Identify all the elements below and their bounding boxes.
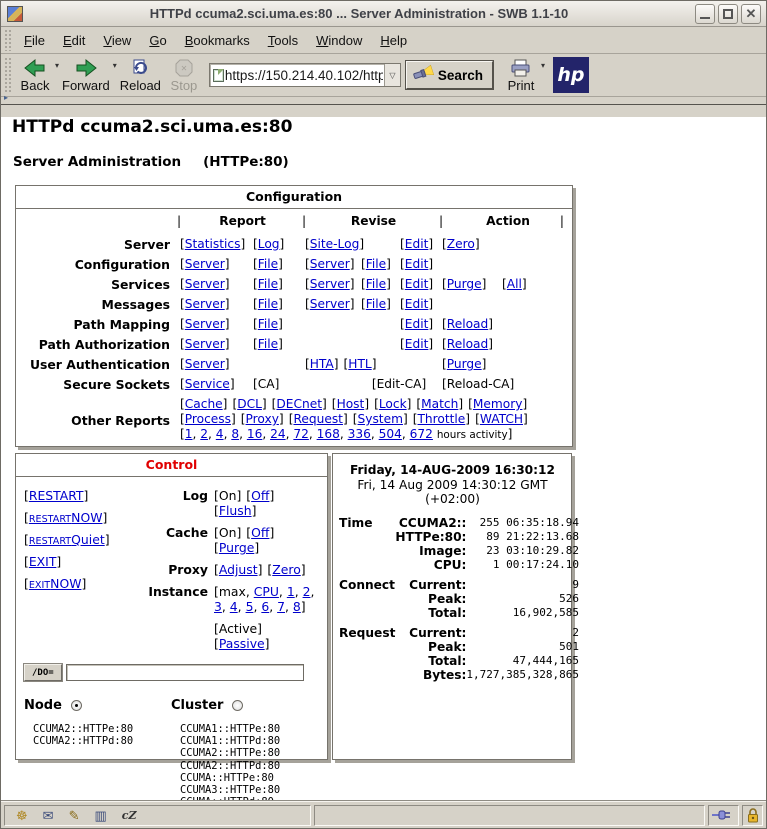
link-server[interactable]: Server [309, 257, 350, 271]
reload-icon [130, 58, 150, 78]
row-label-path-mapping: Path Mapping [73, 317, 170, 332]
back-label: Back [20, 77, 50, 93]
status-row-request-total: Total: 47,444,165 [428, 654, 580, 668]
plug-icon [712, 809, 736, 821]
cluster-list-item: CCUMA1::HTTPe:80 [180, 723, 281, 735]
url-dropdown-button[interactable]: ▽ [384, 64, 400, 86]
configuration-panel [15, 185, 573, 447]
link-instance-3[interactable]: 3 [214, 599, 222, 614]
link-instance-7[interactable]: 7 [277, 599, 286, 614]
control-command-restart: [RESTART] [24, 488, 89, 503]
link-statistics[interactable]: Statistics [184, 237, 241, 251]
column-header-report: | Report [177, 214, 266, 228]
row-label-services: Services [111, 277, 170, 292]
print-label: Print [507, 77, 535, 93]
print-button[interactable] [501, 57, 541, 94]
subtitle-text: Server Administration [13, 154, 182, 170]
link-log[interactable]: Log [257, 237, 280, 251]
back-dropdown-caret[interactable]: ▾ [55, 61, 60, 70]
link-file[interactable]: File [257, 257, 279, 271]
link-reload[interactable]: Reload [446, 337, 489, 351]
menu-file[interactable]: File [24, 32, 45, 48]
link-flush[interactable]: Flush [218, 503, 252, 518]
node-radio[interactable] [71, 700, 82, 711]
link-server[interactable]: Server [309, 297, 350, 311]
link-edit[interactable]: Edit [404, 297, 429, 311]
control-command-restartnow: [RESTARTNOW] [24, 510, 108, 525]
link-server[interactable]: Server [309, 277, 350, 291]
server-statistics-table [339, 516, 579, 682]
page-proxy-icon[interactable] [213, 69, 224, 82]
search-button[interactable] [406, 61, 493, 89]
menu-help[interactable]: Help [380, 32, 408, 48]
status-message-area [314, 805, 705, 826]
link-dcl[interactable]: DCL [237, 397, 262, 411]
row-label-other-reports: Other Reports [71, 413, 170, 428]
control-setting-proxy: Proxy [Adjust] [Zero] [168, 562, 306, 577]
config-header-row [16, 212, 574, 235]
menubar-grippy[interactable] [4, 29, 11, 51]
link-file[interactable]: File [365, 297, 387, 311]
link-restartnow[interactable]: RESTARTNOW [28, 510, 103, 525]
link-reload[interactable]: Reload [446, 317, 489, 331]
link-instance-1[interactable]: 1 [286, 584, 295, 599]
link-all[interactable]: All [506, 277, 522, 291]
control-setting-log: Log [On] [Off][Flush] [182, 488, 275, 518]
collapsed-toolbar-strip[interactable] [1, 97, 766, 105]
menu-bookmarks[interactable]: Bookmarks [184, 32, 250, 48]
link-hours-168[interactable]: 168 [316, 427, 340, 441]
control-setting-mode: [Active][Passive] [214, 621, 270, 651]
hp-throbber-logo[interactable]: hp [553, 57, 589, 93]
text-on: On [218, 488, 237, 503]
link-instance-2[interactable]: 2 [302, 584, 311, 599]
link-server[interactable]: Server [184, 277, 225, 291]
online-indicator[interactable] [708, 805, 739, 826]
link-hours-16[interactable]: 16 [246, 427, 263, 441]
link-server[interactable]: Server [184, 357, 225, 371]
close-button[interactable] [741, 4, 761, 24]
link-cache[interactable]: Cache [184, 397, 223, 411]
mail-icon[interactable]: ✉ [42, 807, 54, 823]
local-datetime: Friday, 14-AUG-2009 16:30:12 [349, 463, 555, 477]
cluster-list-item: CCUMA3::HTTPe:80 [180, 784, 281, 797]
control-setting-instance: Instance [max, CPU, 1, 2, 3, 4, 5, 6, 7, 8] [148, 584, 315, 614]
config-row-configuration: Configuration [Server] [File] [Server] [File] [Edit] [16, 255, 574, 275]
link-lock[interactable]: Lock [378, 397, 407, 411]
config-row-path-authorization: Path Authorization [Server] [File] [Edit] [Reload] [16, 335, 574, 355]
link-edit[interactable]: Edit [404, 237, 429, 251]
reload-button[interactable] [117, 57, 164, 94]
link-purge[interactable]: Purge [446, 357, 482, 371]
link-hours-336[interactable]: 336 [347, 427, 371, 441]
toolbar [1, 54, 766, 97]
row-label-configuration: Configuration [74, 257, 170, 272]
link-edit[interactable]: Edit [404, 337, 429, 351]
link-edit[interactable]: Edit [404, 257, 429, 271]
link-server[interactable]: Server [184, 297, 225, 311]
link-zero[interactable]: Zero [272, 562, 301, 577]
config-row-services: Services [Server] [File] [Server] [File] [Edit] [Purge] [All] [16, 275, 574, 295]
do-command-input[interactable] [66, 664, 304, 681]
status-row-time-httpe-80: HTTPe:80: 89 21:22:13.68 [395, 530, 580, 544]
text-edit-ca: Edit-CA [376, 377, 422, 391]
stop-icon [175, 58, 193, 78]
link-exit[interactable]: EXIT [28, 554, 57, 569]
link-file[interactable]: File [257, 277, 279, 291]
menu-view[interactable]: View [103, 32, 132, 48]
link-restart[interactable]: RESTART [28, 488, 84, 503]
menu-window[interactable]: Window [316, 32, 363, 48]
node-label: Node [24, 698, 62, 713]
link-purge[interactable]: Purge [218, 540, 255, 555]
lock-icon [747, 808, 759, 823]
link-server[interactable]: Server [184, 257, 225, 271]
svg-text:✕: ✕ [180, 63, 188, 73]
text-on: On [218, 525, 237, 540]
gmt-datetime: Fri, 14 Aug 2009 14:30:12 GMT (+02:00) [357, 478, 548, 506]
configuration-panel-title: Configuration [16, 186, 572, 209]
link-off[interactable]: Off [251, 525, 270, 540]
cluster-list-item: CCUMA2::HTTPe:80 [180, 747, 281, 760]
navigator-icon[interactable]: ☸ [16, 807, 28, 823]
config-row-path-mapping: Path Mapping [Server] [File] [Edit] [Reload] [16, 315, 574, 335]
text-ca: CA [257, 377, 275, 391]
status-row-connect-total: Total: 16,902,585 [428, 606, 580, 620]
subtitle-port: (HTTPe:80) [203, 154, 289, 170]
config-row-user-authentication: User Authentication [Server] [HTA] [HTL] [Purge] [16, 355, 574, 375]
link-hours-72[interactable]: 72 [293, 427, 309, 441]
stop-label: Stop [170, 77, 198, 93]
forward-dropdown-caret[interactable]: ▾ [112, 61, 117, 70]
menu-go[interactable]: Go [149, 32, 167, 48]
window-title: HTTPd ccuma2.sci.uma.es:80 ... Server Administration - SWB 1.1-10 [149, 6, 569, 21]
toolbar-grippy[interactable] [4, 57, 11, 93]
status-row-request-peak: Peak: 501 [428, 640, 580, 654]
forward-label: Forward [62, 77, 110, 93]
forward-button[interactable] [59, 57, 113, 94]
titlebar [1, 1, 766, 27]
link-server[interactable]: Server [184, 317, 225, 331]
window-icon [7, 6, 23, 22]
link-hours-8[interactable]: 8 [231, 427, 240, 441]
url-input[interactable] [224, 68, 384, 83]
row-label-server: Server [123, 237, 170, 252]
status-row-time-cpu: CPU: 1 00:17:24.10 [433, 558, 580, 572]
row-label-path-authorization: Path Authorization [38, 337, 170, 352]
status-row-time-image: Image: 23 03:10:29.82 [419, 544, 580, 558]
link-system[interactable]: System [357, 412, 403, 426]
back-button[interactable] [15, 57, 55, 94]
control-command-exit: [EXIT] [24, 554, 62, 569]
link-hta[interactable]: HTA [309, 357, 334, 371]
hours-activity-line: [1, 2, 4, 8, 16, 24, 72, 168, 336, 504, 672 hours activity] [180, 427, 513, 441]
link-process[interactable]: Process [184, 412, 231, 426]
link-adjust[interactable]: Adjust [218, 562, 258, 577]
control-command-exitnow: [EXITNOW] [24, 576, 87, 591]
menu-edit[interactable]: Edit [62, 32, 86, 48]
cluster-radio[interactable] [232, 700, 243, 711]
column-header-revise: | Revise [302, 214, 397, 228]
do-command-button[interactable]: /DO= [24, 664, 62, 681]
link-file[interactable]: File [257, 337, 279, 351]
print-dropdown-caret[interactable]: ▾ [540, 61, 545, 70]
node-list [33, 723, 171, 747]
config-row-secure-sockets: Secure Sockets [Service] [CA] [Edit-CA] [Reload-CA] [16, 375, 574, 395]
stop-button[interactable] [164, 57, 204, 94]
link-match[interactable]: Match [421, 397, 459, 411]
node-list-item: CCUMA2::HTTPd:80 [33, 735, 134, 748]
server-status-panel [332, 453, 580, 760]
link-instance-5[interactable]: 5 [245, 599, 254, 614]
maximize-button[interactable] [718, 4, 738, 24]
link-hours-672[interactable]: 672 [409, 427, 433, 441]
link-instance-6[interactable]: 6 [261, 599, 270, 614]
node-list-item: CCUMA2::HTTPe:80 [33, 723, 134, 735]
cluster-list-item: CCUMA1::HTTPd:80 [180, 735, 281, 748]
link-restartquiet[interactable]: RESTARTQuiet [28, 532, 105, 547]
back-icon [24, 58, 46, 78]
link-edit[interactable]: Edit [404, 317, 429, 331]
row-label-user-authentication: User Authentication [29, 357, 170, 372]
link-passive[interactable]: Passive [218, 636, 265, 651]
link-proxy[interactable]: Proxy [245, 412, 279, 426]
page-title: HTTPd ccuma2.sci.uma.es:80 [12, 117, 293, 137]
link-instance-4[interactable]: 4 [229, 599, 238, 614]
link-instance-cpu[interactable]: CPU [253, 584, 279, 599]
config-row-other-reports: Other Reports [Cache] [DCL] [DECnet] [Host] [Lock] [Match] [Memory] [Process] [Proxy] [Request] [System] [Throttle] [WATCH] [1, 2, 4, 8, 16, 24, 72, 168, 336, 504, 672 hours activity] [16, 395, 574, 446]
cluster-list-item: CCUMA::HTTPe:80 [180, 771, 274, 784]
column-header-action: | Action | [439, 214, 565, 228]
status-row-connect-current: Connect Current: 9 [339, 578, 580, 592]
link-watch[interactable]: WATCH [479, 412, 524, 426]
config-row-server: Server [Statistics] [Log] [Site-Log] [Edit] [Zero] [16, 235, 574, 255]
address-book-icon[interactable]: ▥ [94, 807, 107, 823]
text-active: Active [218, 621, 258, 636]
flashlight-icon [412, 66, 434, 84]
status-row-time-ccuma2: Time CCUMA2:: 255 06:35:18.94 [339, 516, 580, 530]
link-request[interactable]: Request [293, 412, 343, 426]
link-zero[interactable]: Zero [446, 237, 475, 251]
link-exitnow[interactable]: EXITNOW [28, 576, 82, 591]
link-off[interactable]: Off [251, 488, 270, 503]
control-panel-title: Control [16, 454, 327, 477]
link-file[interactable]: File [365, 257, 387, 271]
link-hours-2[interactable]: 2 [200, 427, 209, 441]
status-row-request-current: Request Current: 2 [339, 626, 580, 640]
cluster-list-item: CCUMA2::HTTPd:80 [180, 759, 281, 772]
search-label: Search [437, 67, 483, 83]
composer-icon[interactable]: ✎ [68, 807, 80, 823]
link-service[interactable]: Service [184, 377, 230, 391]
link-decnet[interactable]: DECnet [276, 397, 323, 411]
link-hours-24[interactable]: 24 [270, 427, 286, 441]
control-setting-cache: Cache [On] [Off][Purge] [165, 525, 275, 555]
url-bar [209, 63, 401, 87]
minimize-button[interactable] [695, 4, 715, 24]
link-file[interactable]: File [257, 317, 279, 331]
link-hours-504[interactable]: 504 [378, 427, 402, 441]
link-hours-4[interactable]: 4 [215, 427, 224, 441]
row-label-messages: Messages [101, 297, 170, 312]
menu-tools[interactable]: Tools [267, 32, 299, 48]
control-panel [15, 453, 328, 797]
page-viewport [1, 117, 766, 815]
chatzilla-icon[interactable]: cZ [121, 808, 137, 822]
link-site-log[interactable]: Site-Log [309, 237, 360, 251]
page-subtitle [13, 154, 766, 170]
link-edit[interactable]: Edit [404, 277, 429, 291]
link-server[interactable]: Server [184, 337, 225, 351]
link-throttle[interactable]: Throttle [417, 412, 466, 426]
menubar [1, 27, 766, 54]
link-host[interactable]: Host [336, 397, 365, 411]
link-htl[interactable]: HTL [348, 357, 372, 371]
forward-icon [75, 58, 97, 78]
link-purge[interactable]: Purge [446, 277, 482, 291]
status-row-connect-peak: Peak: 526 [428, 592, 580, 606]
configuration-table [16, 212, 574, 446]
control-command-restartquiet: [RESTARTQuiet] [24, 532, 110, 547]
security-indicator[interactable] [742, 805, 763, 826]
component-bar [4, 805, 311, 826]
statusbar [1, 801, 766, 828]
link-file[interactable]: File [365, 277, 387, 291]
print-icon [510, 58, 532, 78]
link-instance-8[interactable]: 8 [292, 599, 301, 614]
link-hours-1[interactable]: 1 [184, 427, 193, 441]
status-row-request-bytes: Bytes: 1,727,385,328,865 [422, 668, 580, 682]
config-row-messages: Messages [Server] [File] [Server] [File] [Edit] [16, 295, 574, 315]
text-reload-ca: Reload-CA [446, 377, 510, 391]
cluster-label: Cluster [171, 698, 224, 713]
link-memory[interactable]: Memory [472, 397, 523, 411]
hours-activity-label: hours activity [436, 429, 508, 441]
link-file[interactable]: File [257, 297, 279, 311]
row-label-secure-sockets: Secure Sockets [63, 377, 170, 392]
reload-label: Reload [119, 77, 161, 93]
